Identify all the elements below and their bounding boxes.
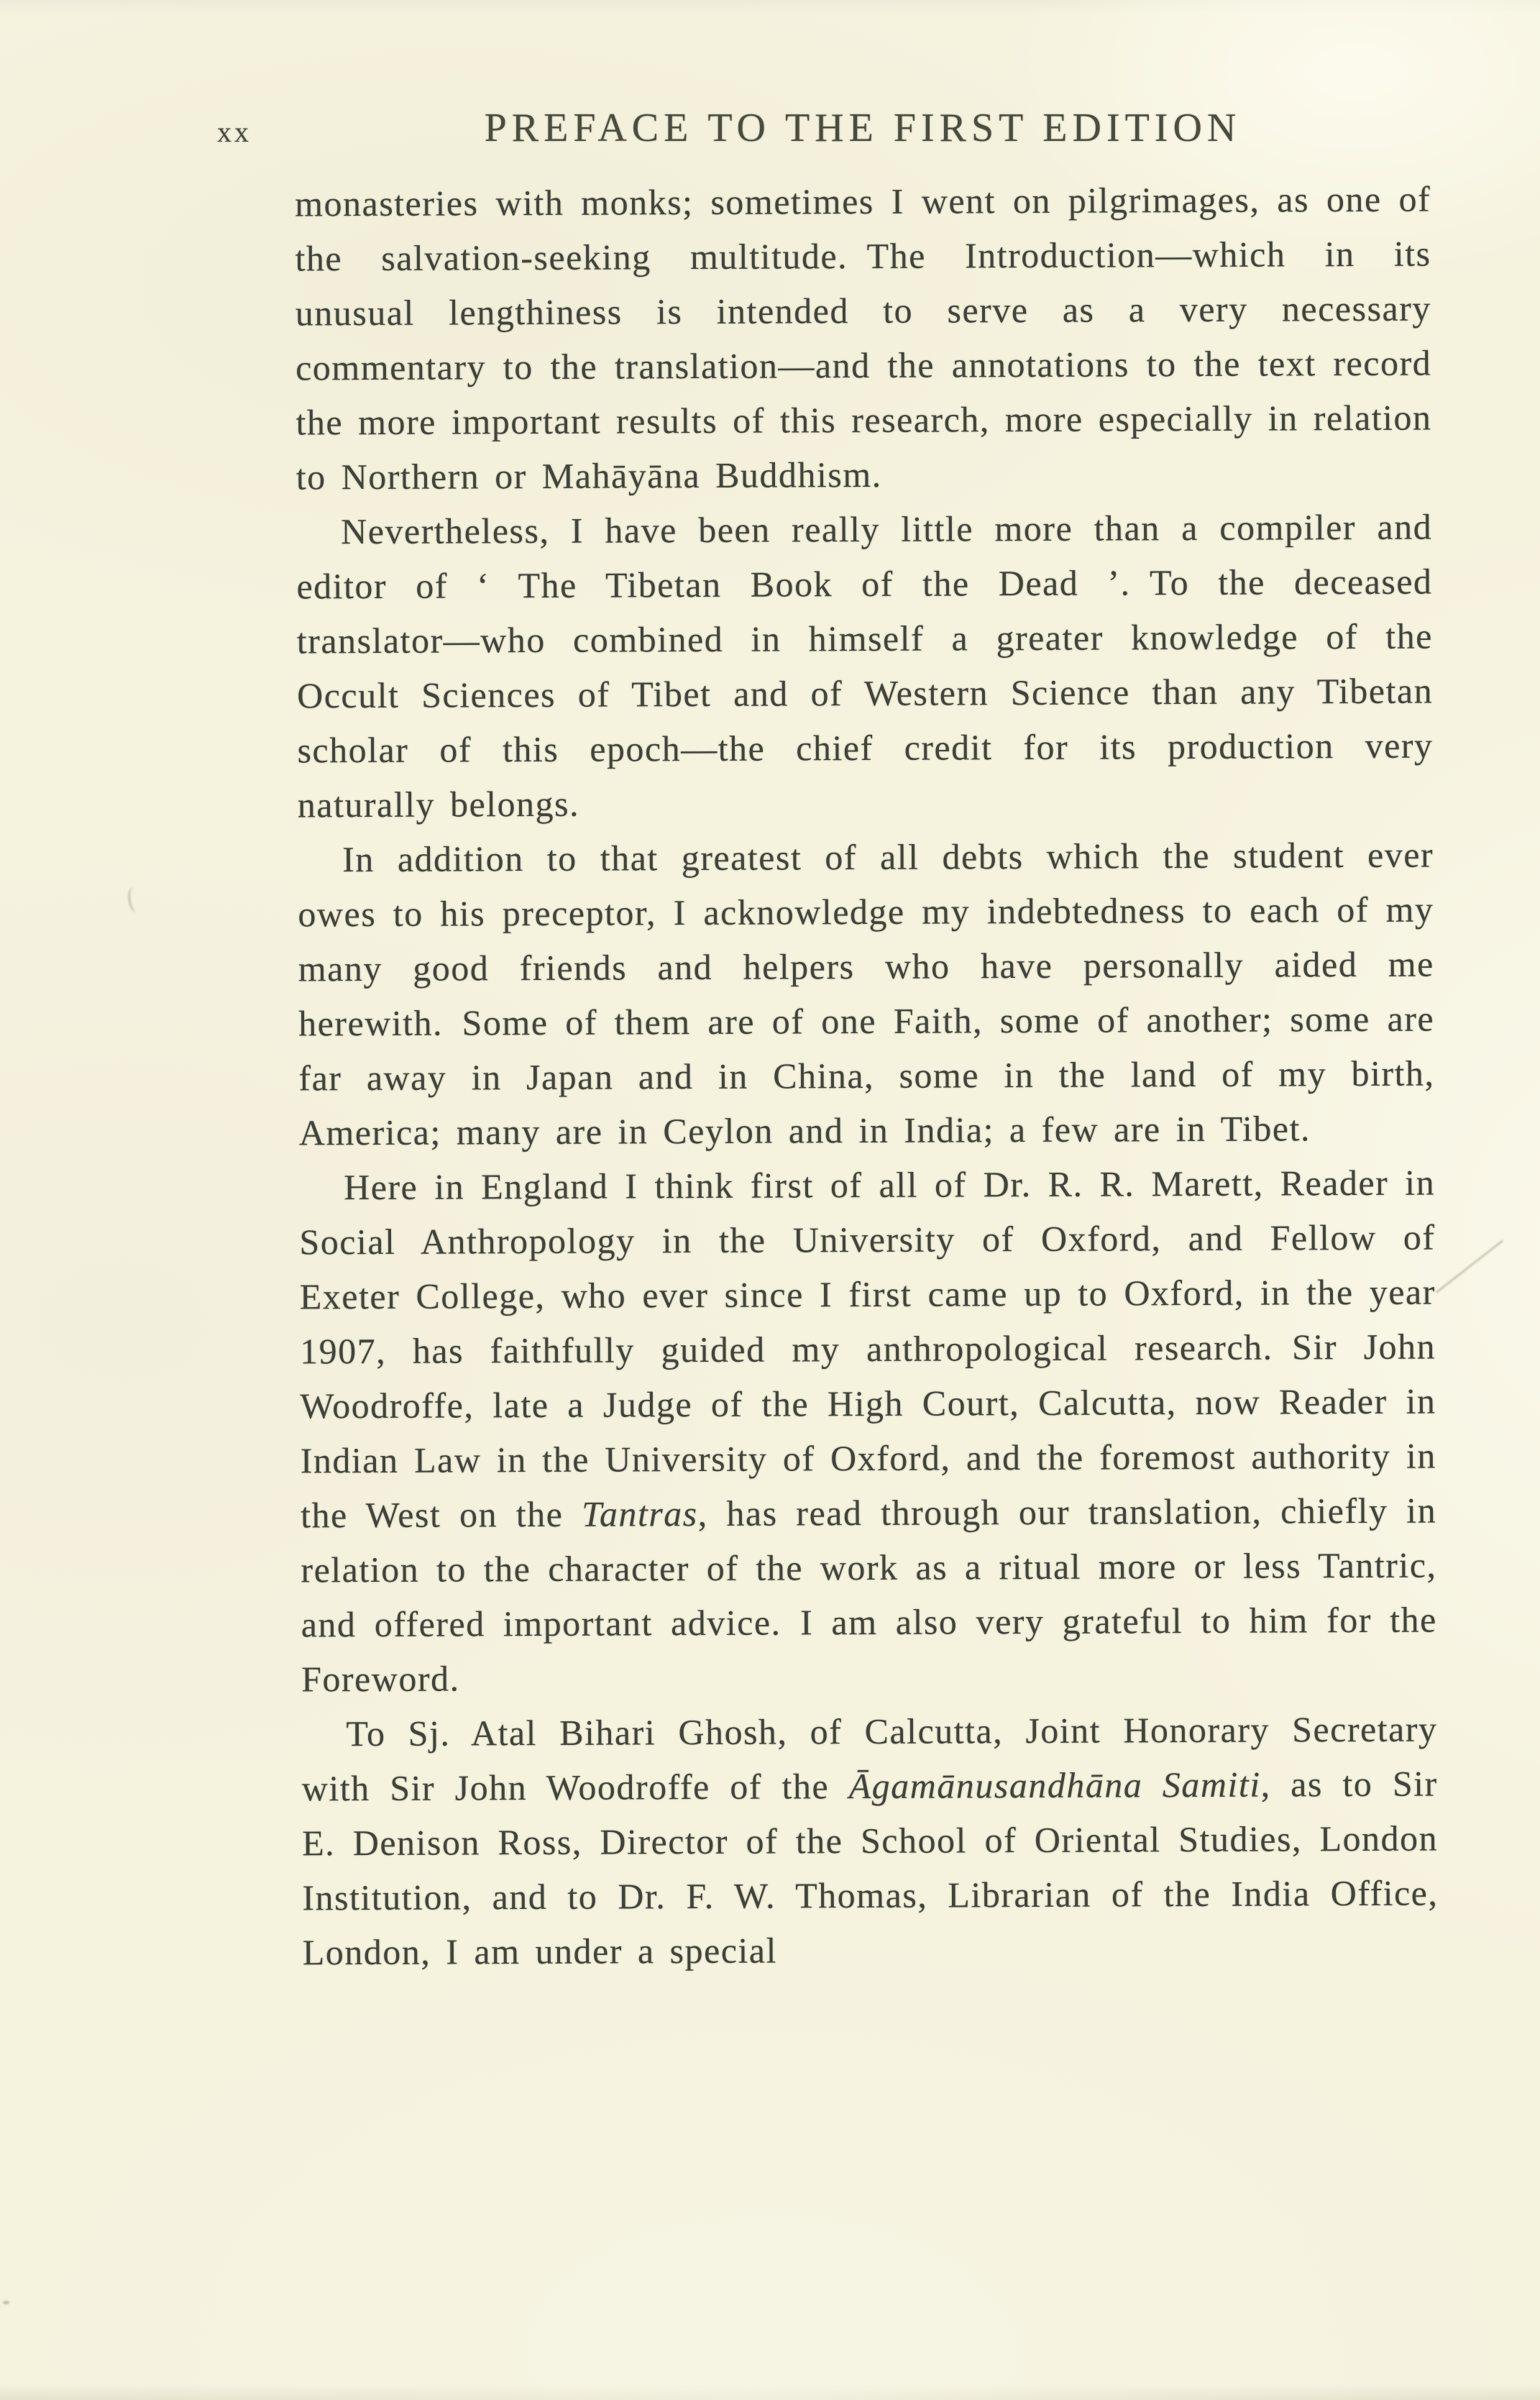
text-run: , as to Sir E. Denison Ross, Director of the School of Oriental Studies, London Institution, and to Dr. F. W. Thomas, Librarian of the India Office, London, I am under a special [301,1763,1439,1973]
text-run: To Sj. Atal Bihari Ghosh, of Calcutta, Joint Honorary Secretary with Sir John Woodroffe of the [301,1708,1438,1809]
page-number: xx [217,116,252,148]
paragraph [296,500,1434,833]
paragraph [301,1702,1439,1980]
text-run: In addition to that greatest of all debts which the student ever owes to his preceptor, I acknowledge my indebtedness to each of my many good friends and helpers who have personally aided me herewith. Some of them are of one Faith, some of another; some are far away in Japan and in China, some in the land of my birth, America; many are in Ceylon and in India; a few are in Tibet. [298,834,1435,1153]
running-head-title: PREFACE TO THE FIRST EDITION [484,106,1242,150]
text-run: , has read through our translation, chiefly in relation to the character of the work as a ritual more or less Tantric, and offered important advice. I am also very grateful to him for the Foreword. [301,1490,1437,1700]
italic-text-run: Āgamānusandhāna Samiti [848,1764,1261,1807]
page-header [217,105,1431,151]
italic-text-run: Tantras [582,1493,698,1534]
text-run: Here in England I think first of all of Dr. R. R. Marett, Reader in Social Anthropology in the University of Oxford, and Fellow of Exeter College, who ever since I first came up to Oxford, in the year 1907, has faithfully guided my anthropological research. Sir John Woodroffe, late a Judge of the High Court, Calcutta, now Reader in Indian Law in the University of Oxford, and the foremost authority in the West on the [299,1162,1436,1536]
scan-crease-mark [1436,1240,1504,1293]
text-run: Nevertheless, I have been really little more than a compiler and editor of ‘ The Tibetan Book of the Dead ’. To the deceased translator—who combined in himself a greater knowledge of the Occult Sciences of Tibet and of Western Science than any Tibetan scholar of this epoch—the chief credit for its production very naturally belongs. [296,506,1434,825]
scan-speck-artifact [3,2301,9,2304]
scan-margin-artifact [127,886,145,913]
page-text-block [295,172,1439,1980]
text-run: monasteries with monks; sometimes I went on pilgrimages, as one of the salvation-seeking multitude. The Introduction—which in its unusual lengthiness is intended to serve as a very necessary commentary to the translation—and the annotations to the text record the more important results of this research, more especially in relation to Northern or Mahāyāna Buddhism. [295,178,1432,498]
paragraph [295,172,1432,505]
paragraph [298,828,1435,1160]
paragraph [299,1155,1437,1707]
